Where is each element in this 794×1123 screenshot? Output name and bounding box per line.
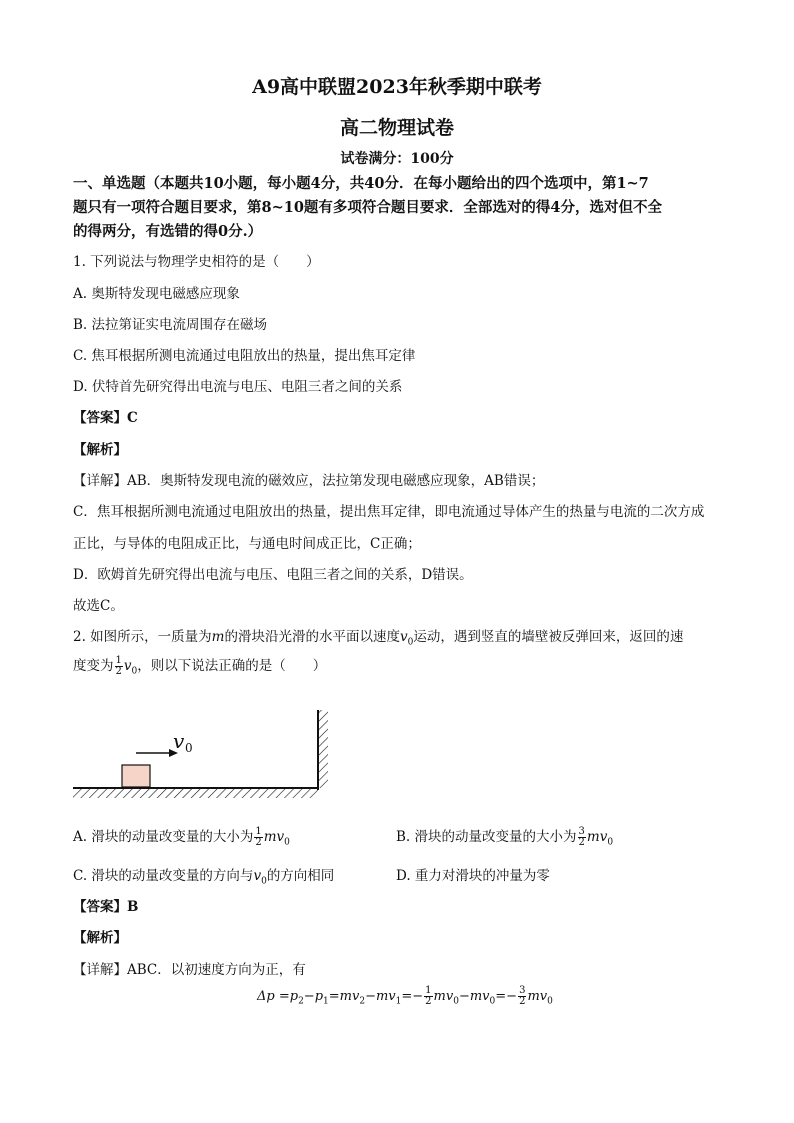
section-heading-line3: 的得两分，有选错的得0分.） (73, 223, 263, 240)
q2-option-d: D. 重力对滑块的冲量为零 (396, 868, 550, 884)
section-heading-line1: 一、单选题（本题共10小题，每小题4分，共40分．在每小题给出的四个选项中，第1~7 (73, 175, 649, 192)
q2-stem-part-c: 运动，遇到竖直的墙壁被反弹回来，返回的速 (413, 629, 684, 645)
q1-conclusion: 故选C。 (73, 598, 124, 614)
q2-stem-line2: 度变为 $\frac{1}{2}$ $v_0$，则以下说法正确的是（ ） (73, 655, 327, 677)
q2-stem2-part-a: 度变为 (73, 658, 114, 674)
slider-wall-figure (68, 700, 338, 805)
floor-hatching (73, 789, 318, 798)
q1-detail-3: 正比，与导体的电阻成正比，与通电时间成正比，C正确； (73, 536, 421, 552)
q1-detail-1: 【详解】AB．奥斯特发现电流的磁效应，法拉第发现电磁感应现象，AB错误； (73, 473, 545, 489)
exam-title: A9高中联盟2023年秋季期中联考 (252, 76, 542, 98)
score-line: 试卷满分：100分 (340, 151, 454, 167)
q2-option-c: C. 滑块的动量改变量的方向与$v_0$的方向相同 (73, 868, 335, 887)
q1-detail-2: C．焦耳根据所测电流通过电阻放出的热量，提出焦耳定律，即电流通过导体产生的热量与电流的二次方成 (73, 504, 705, 520)
momentum-equation: $\Delta p =p_2-p_1=mv_2-mv_1=-$ $\frac{1}{2}$ $mv_0-mv_0=-$ $\frac{3}{2}$ $mv_0$ (257, 985, 553, 1007)
q1-analysis-label: 【解析】 (73, 442, 127, 458)
q1-detail-4: D．欧姆首先研究得出电流与电压、电阻三者之间的关系，D错误。 (73, 567, 473, 583)
q2-stem-part-a: 2. 如图所示，一质量为 (73, 629, 212, 645)
velocity-subscript: 0 (407, 637, 414, 648)
mass-symbol: m (211, 629, 225, 645)
section-heading-line2: 题只有一项符合题目要求，第8~10题有多项符合题目要求．全部选对的得4分，选对但不全 (73, 199, 663, 216)
q2-answer: 【答案】B (73, 899, 139, 915)
q2-detail-1: 【详解】ABC．以初速度方向为正，有 (73, 962, 306, 978)
q2-stem2-part-b: ，则以下说法正确的是（ ） (137, 658, 327, 674)
q1-stem: 1. 下列说法与物理学史相符的是（ ） (73, 254, 320, 270)
q2-stem-part-b: 的滑块沿光滑的水平面以速度 (224, 629, 400, 645)
q1-option-c: C. 焦耳根据所测电流通过电阻放出的热量，提出焦耳定律 (73, 348, 416, 364)
q2-analysis-label: 【解析】 (73, 930, 127, 946)
q1-answer: 【答案】C (73, 410, 138, 426)
q1-option-a: A. 奥斯特发现电磁感应现象 (73, 286, 240, 302)
velocity-label: v (173, 729, 185, 753)
half-fraction: $\frac{1}{2}$ (115, 655, 122, 677)
q2-stem-line1 (73, 625, 683, 648)
slider-block (122, 765, 150, 787)
exam-subtitle: 高二物理试卷 (339, 117, 454, 139)
wall-hatching (319, 710, 328, 788)
velocity-label-subscript: 0 (185, 741, 193, 755)
q2-option-b: B. 滑块的动量改变量的大小为 $\frac{3}{2}$ $mv_0$ (396, 826, 614, 848)
q1-option-d: D. 伏特首先研究得出电流与电压、电阻三者之间的关系 (73, 379, 403, 395)
velocity-symbol: v (399, 629, 408, 645)
q2-option-a: A. 滑块的动量改变量的大小为 $\frac{1}{2}$ $mv_0$ (73, 826, 290, 848)
q1-option-b: B. 法拉第证实电流周围存在磁场 (73, 317, 268, 333)
